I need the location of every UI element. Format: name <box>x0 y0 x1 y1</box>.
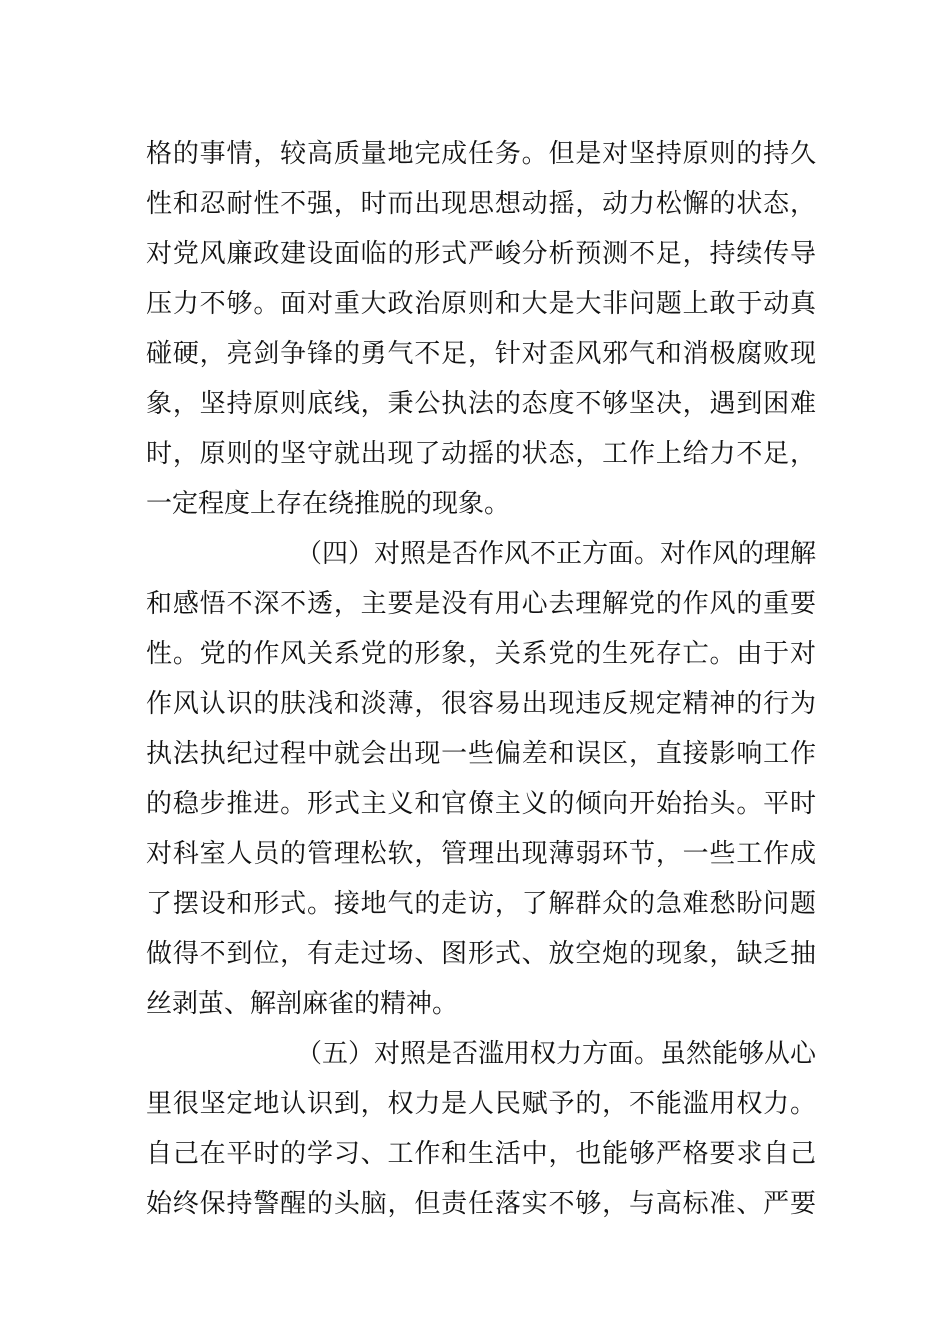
paragraph-end-line: 丝剥茧、解剖麻雀的精神。 <box>146 989 459 1019</box>
text-line: 象，坚持原则底线，秉公执法的态度不够坚决，遇到困难 <box>146 389 816 419</box>
text-line: 的稳步推进。形式主义和官僚主义的倾向开始抬头。平时 <box>146 789 816 819</box>
text-line: 执法执纪过程中就会出现一些偏差和误区，直接影响工作 <box>146 739 816 769</box>
text-line: 自己在平时的学习、工作和生活中，也能够严格要求自己 <box>146 1139 816 1169</box>
paragraph-end-line: 一定程度上存在绕推脱的现象。 <box>146 489 511 519</box>
document-body <box>146 129 816 1229</box>
text-line: 性。党的作风关系党的形象，关系党的生死存亡。由于对 <box>146 639 816 669</box>
text-line: 压力不够。面对重大政治原则和大是大非问题上敢于动真 <box>146 289 816 319</box>
text-line: 性和忍耐性不强，时而出现思想动摇，动力松懈的状态， <box>146 189 816 219</box>
section-heading-line: （五）对照是否滥用权力方面。虽然能够从心 <box>296 1039 817 1069</box>
text-line: 了摆设和形式。接地气的走访，了解群众的急难愁盼问题 <box>146 889 816 919</box>
text-line: 对科室人员的管理松软，管理出现薄弱环节，一些工作成 <box>146 839 816 869</box>
text-line: 对党风廉政建设面临的形式严峻分析预测不足，持续传导 <box>146 239 816 269</box>
text-line: 格的事情，较高质量地完成任务。但是对坚持原则的持久 <box>146 139 816 169</box>
text-line: 里很坚定地认识到，权力是人民赋予的，不能滥用权力。 <box>146 1089 816 1119</box>
text-line: 作风认识的肤浅和淡薄，很容易出现违反规定精神的行为 <box>146 689 816 719</box>
text-line: 做得不到位，有走过场、图形式、放空炮的现象，缺乏抽 <box>146 939 816 969</box>
text-line: 碰硬，亮剑争锋的勇气不足，针对歪风邪气和消极腐败现 <box>146 339 816 369</box>
text-line: 始终保持警醒的头脑，但责任落实不够，与高标准、严要 <box>146 1189 816 1219</box>
text-line: 时，原则的坚守就出现了动摇的状态，工作上给力不足， <box>146 439 816 469</box>
text-line: 和感悟不深不透，主要是没有用心去理解党的作风的重要 <box>146 589 816 619</box>
section-heading-line: （四）对照是否作风不正方面。对作风的理解 <box>296 539 817 569</box>
